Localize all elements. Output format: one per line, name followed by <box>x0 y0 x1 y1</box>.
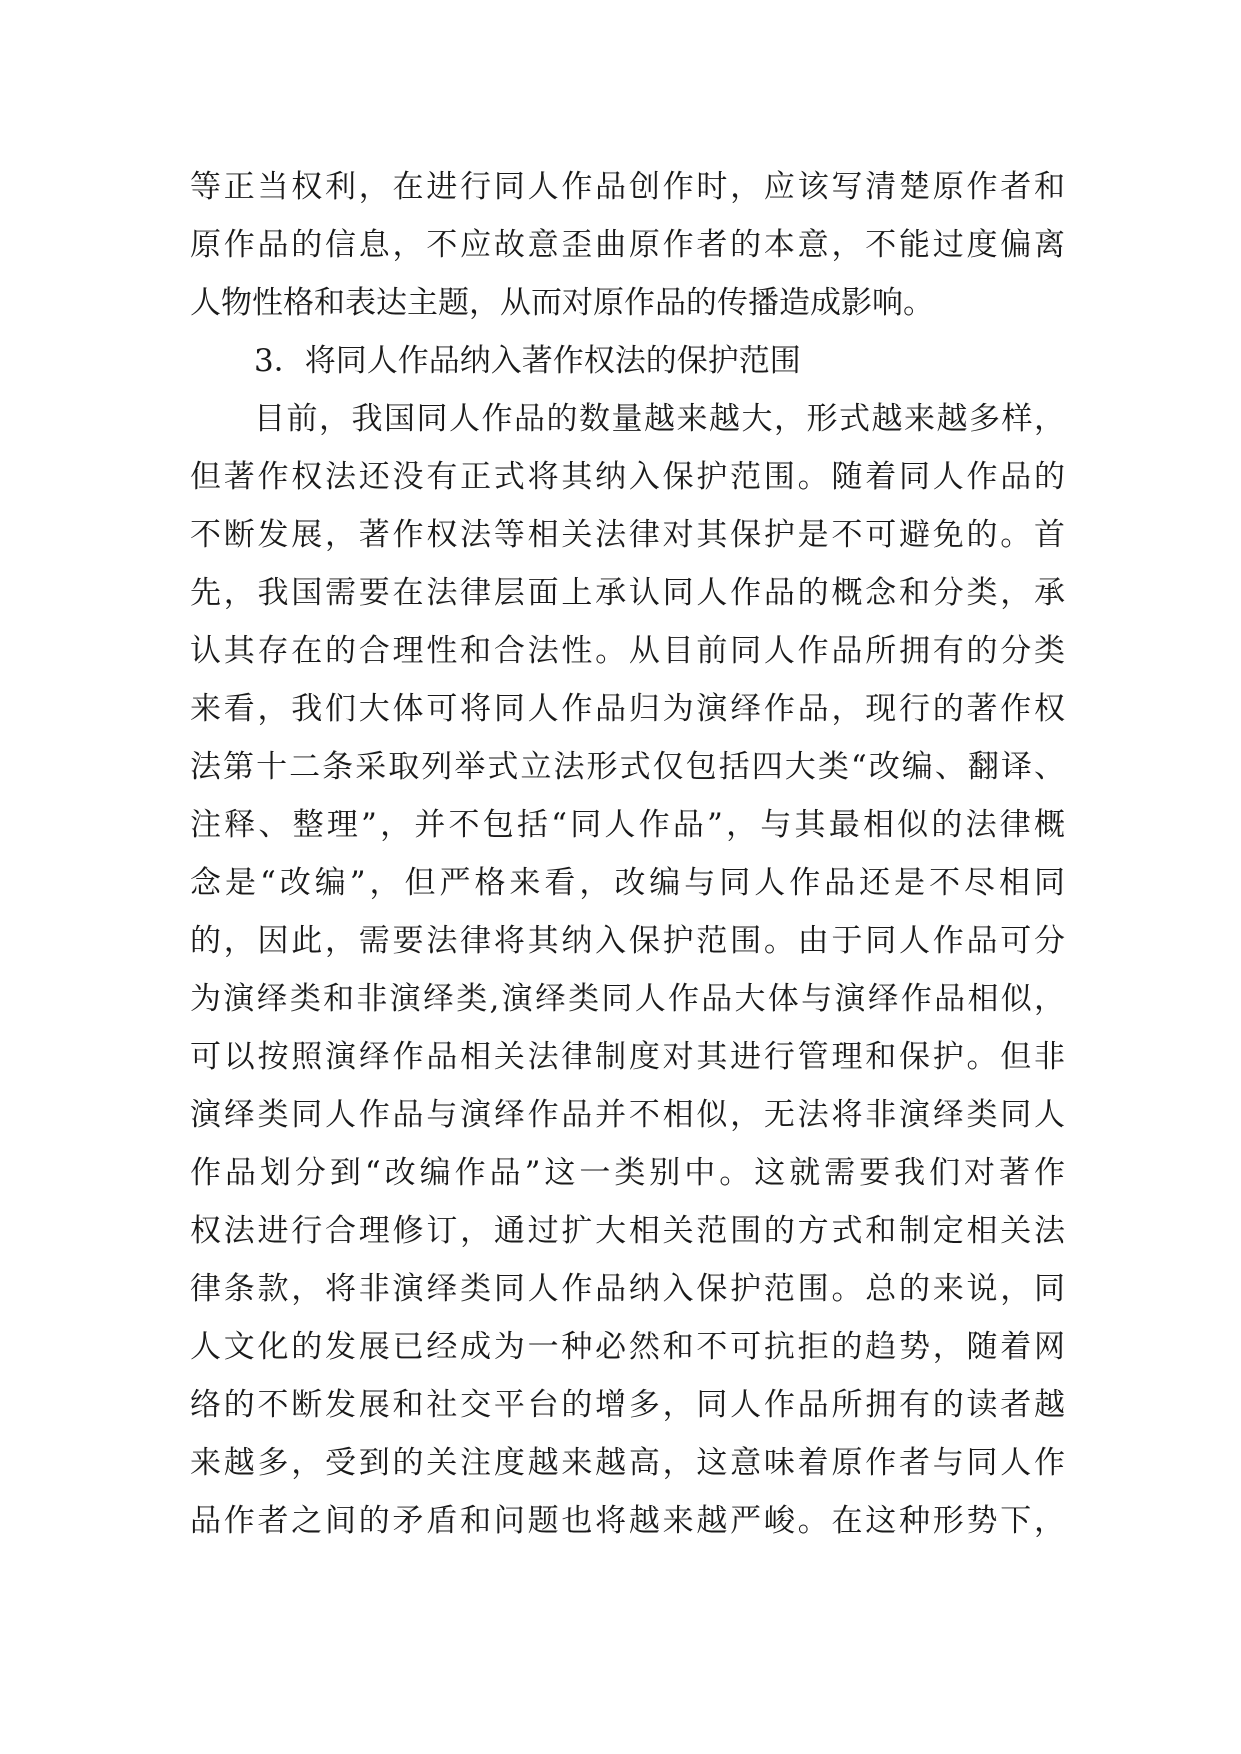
text-line: 人物性格和表达主题，从而对原作品的传播造成影响。 <box>190 285 934 321</box>
text-line: 等正当权利，在进行同人作品创作时，应该写清楚原作者和 <box>190 169 1065 205</box>
text-line: 目前，我国同人作品的数量越来越大，形式越来越多样， <box>254 401 1065 437</box>
text-line: 认其存在的合理性和合法性。从目前同人作品所拥有的分类 <box>190 633 1065 669</box>
text-line: 律条款，将非演绎类同人作品纳入保护范围。总的来说，同 <box>190 1271 1065 1307</box>
text-line: 权法进行合理修订，通过扩大相关范围的方式和制定相关法 <box>190 1213 1065 1249</box>
text-line: 可以按照演绎作品相关法律制度对其进行管理和保护。但非 <box>190 1039 1065 1075</box>
text-line: 来看，我们大体可将同人作品归为演绎作品，现行的著作权 <box>190 691 1065 727</box>
text-line: 不断发展，著作权法等相关法律对其保护是不可避免的。首 <box>190 517 1065 553</box>
text-line: 来越多，受到的关注度越来越高，这意味着原作者与同人作 <box>190 1445 1065 1481</box>
text-line: 原作品的信息，不应故意歪曲原作者的本意，不能过度偏离 <box>190 227 1065 263</box>
text-line: 先，我国需要在法律层面上承认同人作品的概念和分类，承 <box>190 575 1065 611</box>
text-line: 法第十二条采取列举式立法形式仅包括四大类“改编、翻译、 <box>190 749 1065 785</box>
text-line: 品作者之间的矛盾和问题也将越来越严峻。在这种形势下， <box>190 1503 1065 1539</box>
text-line: 念是“改编”，但严格来看，改编与同人作品还是不尽相同 <box>190 865 1065 901</box>
text-line: 但著作权法还没有正式将其纳入保护范围。随着同人作品的 <box>190 459 1065 495</box>
text-line: 的，因此，需要法律将其纳入保护范围。由于同人作品可分 <box>190 923 1065 959</box>
text-line: 为演绎类和非演绎类,演绎类同人作品大体与演绎作品相似， <box>190 981 1065 1017</box>
text-line: 注释、整理”，并不包括“同人作品”，与其最相似的法律概 <box>190 807 1065 843</box>
text-line: 演绎类同人作品与演绎作品并不相似，无法将非演绎类同人 <box>190 1097 1065 1133</box>
text-line: 络的不断发展和社交平台的增多，同人作品所拥有的读者越 <box>190 1387 1065 1423</box>
text-line: 作品划分到“改编作品”这一类别中。这就需要我们对著作 <box>190 1155 1065 1191</box>
section-heading: 3．将同人作品纳入著作权法的保护范围 <box>254 343 801 379</box>
text-line: 人文化的发展已经成为一种必然和不可抗拒的趋势，随着网 <box>190 1329 1065 1365</box>
body-text <box>190 158 1065 1550</box>
